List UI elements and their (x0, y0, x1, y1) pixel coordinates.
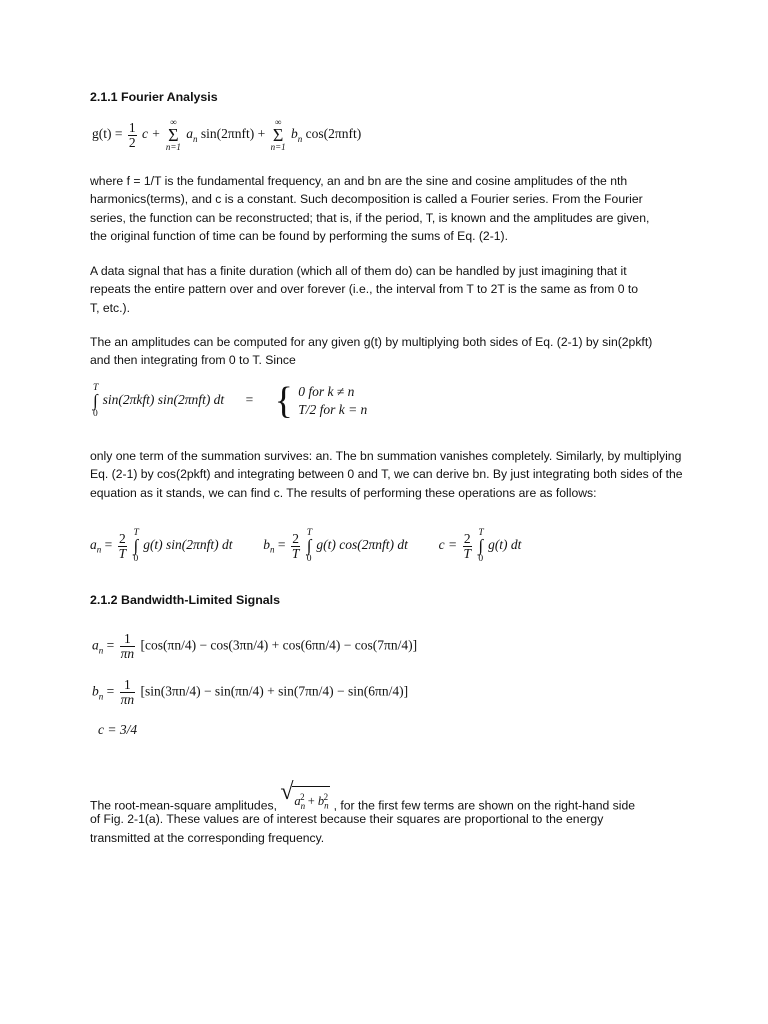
int-upper-limit: T (93, 383, 99, 393)
integral-0-to-T (307, 528, 312, 564)
integral-symbol: ∫ (306, 536, 312, 555)
sum-upper-limit: ∞ (274, 117, 282, 127)
text-line: the original function of time can be found by performing the sums of Eq. (2-1). (90, 229, 508, 244)
text-line: transmitted at the corresponding frequency. (90, 830, 325, 845)
bandlimited-an-equation (92, 632, 417, 661)
bn-formula (263, 528, 411, 564)
a-exponent: 2 (300, 792, 305, 802)
section-heading-fourier-analysis: 2.1.1 Fourier Analysis (90, 90, 218, 104)
frac-den: 2 (128, 134, 136, 150)
fraction-one-half (128, 121, 137, 150)
c-formula (438, 528, 522, 564)
integral-0-to-T (134, 528, 139, 564)
a-coefficient: a (186, 126, 194, 142)
fraction-1-over-pi-n (120, 678, 136, 707)
paragraph-summation-survives (90, 447, 690, 502)
rms-formula (280, 779, 330, 815)
text-line: series, the function can be reconstructed; that is, if the period, T, is known and the amplitudes are given, (90, 210, 650, 225)
a-symbol: a (294, 794, 301, 809)
text-line: only one term of the summation survives: an. The bn summation vanishes completely. Similarly, by multiplying (90, 449, 682, 463)
paragraph-finite-duration (90, 262, 690, 317)
case-k-not-n: 0 for k ≠ n (298, 384, 355, 399)
sum-symbol: Σ (168, 125, 179, 145)
text-line: The an amplitudes can be computed for any given g(t) by multiplying both sides of Eq. (2-1) by sin(2pkft) (90, 335, 653, 349)
int-lower-limit: 0 (306, 554, 312, 564)
bandlimited-c-equation (98, 722, 137, 738)
an-subscript: n (96, 544, 102, 555)
case-k-equals-n: T/2 for k = n (298, 402, 368, 417)
paragraph-rms-amplitudes (90, 779, 690, 847)
an-integrand: g(t) sin(2πnft) dt (143, 537, 233, 553)
text-line: T, etc.). (90, 300, 130, 315)
sum-lower-limit: n=1 (165, 142, 181, 152)
text-line: where f = 1/T is the fundamental frequency, an and bn are the sine and cosine amplitudes of the nth (90, 174, 628, 188)
integral-symbol: ∫ (478, 536, 484, 555)
b-exponent: 2 (323, 792, 329, 802)
piecewise-cases (298, 383, 367, 419)
cosine-term: cos(2πnft) (302, 126, 362, 142)
frac-den: πn (120, 692, 135, 707)
b-coefficient: b (291, 126, 298, 142)
bn-integrand: g(t) cos(2πnft) dt (316, 537, 408, 553)
int-lower-limit: 0 (478, 554, 484, 564)
text-line: harmonics(terms), and c is a constant. Such decomposition is called a Fourier series. From the Fourier (90, 192, 643, 207)
text-line: Eq. (2-1) by cos(2pkft) and integrating between 0 and T, we can derive bn. By just integrating both sides of the (90, 467, 683, 482)
frac-den: πn (120, 646, 135, 661)
equals-sign: = (274, 537, 286, 553)
equals-sign: = (101, 537, 113, 553)
an-formula (90, 528, 236, 564)
int-upper-limit: T (306, 528, 313, 538)
integral-symbol: ∫ (133, 536, 139, 555)
int-lower-limit: 0 (93, 409, 98, 419)
frac-num: 1 (124, 631, 131, 646)
paragraph-an-amplitudes (90, 333, 690, 370)
b-symbol: b (317, 794, 325, 809)
text-line: equation as it stands, we can find c. The results of performing these operations are as follows: (90, 485, 597, 500)
orthogonality-equation (92, 382, 367, 420)
text-line: repeats the entire pattern over and over forever (i.e., the interval from T to 2T is the same as from 0 to (90, 282, 639, 297)
text-line: of Fig. 2-1(a). These values are of interest because their squares are proportional to the energy (90, 812, 604, 827)
frac-num: 2 (463, 530, 471, 546)
text-line: and then integrating from 0 to T. Since (90, 353, 296, 368)
frac-num: 2 (292, 530, 299, 546)
frac-num: 1 (124, 677, 131, 692)
bn-subscript: n (98, 691, 104, 702)
text-line: A data signal that has a finite duration (which all of them do) can be handled by just imagining that it (90, 264, 627, 278)
bn-symbol: b (92, 683, 99, 699)
sum-lower-limit: n=1 (270, 142, 286, 152)
equals-sign: = (245, 392, 254, 408)
coefficient-formulas (90, 528, 521, 564)
integral-0-to-T (93, 383, 98, 419)
radical-sign: √ (280, 779, 294, 805)
rms-suffix: , for the first few terms are shown on the right-hand side (333, 798, 636, 813)
bn-expression: [sin(3πn/4) − sin(πn/4) + sin(7πn/4) − sin(6πn/4)] (140, 683, 409, 699)
an-subscript: n (98, 645, 104, 656)
b-subscript: n (297, 133, 303, 144)
integral-0-to-T (478, 528, 483, 564)
frac-den: T (463, 545, 472, 561)
rms-prefix: The root-mean-square amplitudes, (90, 798, 277, 813)
equals-sign: = (103, 683, 115, 699)
frac-den: T (118, 545, 127, 561)
an-expression: [cos(πn/4) − cos(3πn/4) + cos(6πn/4) − cos(7πn/4)] (140, 637, 418, 653)
an-symbol: a (90, 537, 97, 553)
plus-sign: + (304, 794, 318, 809)
bandlimited-bn-equation (92, 678, 408, 707)
int-upper-limit: T (133, 528, 139, 538)
bn-symbol: b (263, 537, 270, 553)
c-value: c = 3/4 (98, 722, 138, 737)
paragraph-fundamental-frequency (90, 172, 690, 246)
eq-lhs: g(t) = (92, 126, 123, 142)
equals-sign: = (103, 637, 115, 653)
summation-1 (166, 118, 181, 152)
c-symbol: c = (438, 537, 458, 553)
c-integrand: g(t) dt (488, 537, 522, 553)
fraction-2-over-T (463, 532, 473, 561)
c-term: c + (141, 126, 161, 142)
sine-term: sin(2πnft) + (197, 126, 266, 142)
int-lower-limit: 0 (133, 554, 139, 564)
frac-num: 1 (128, 119, 136, 135)
bn-subscript: n (269, 544, 275, 555)
frac-num: 2 (119, 530, 126, 546)
int-upper-limit: T (478, 528, 484, 538)
fourier-series-equation (92, 118, 361, 152)
a-subscript: n (193, 133, 198, 144)
sum-upper-limit: ∞ (170, 117, 177, 127)
summation-2 (271, 118, 286, 152)
text-line-with-formula (90, 779, 690, 813)
a-subscript: n (300, 800, 306, 811)
fraction-2-over-T (291, 532, 301, 561)
b-subscript: n (324, 800, 329, 811)
square-root (280, 779, 330, 815)
an-symbol: a (92, 637, 99, 653)
radicand (292, 786, 330, 815)
integrand: sin(2πkft) sin(2πnft) dt (102, 392, 225, 408)
section-heading-bandwidth-limited: 2.1.2 Bandwidth-Limited Signals (90, 593, 281, 607)
frac-den: T (291, 545, 300, 561)
fraction-1-over-pi-n (120, 632, 136, 661)
sum-symbol: Σ (272, 125, 284, 145)
left-brace: { (274, 380, 293, 422)
integral-symbol: ∫ (93, 391, 98, 410)
fraction-2-over-T (118, 532, 128, 561)
